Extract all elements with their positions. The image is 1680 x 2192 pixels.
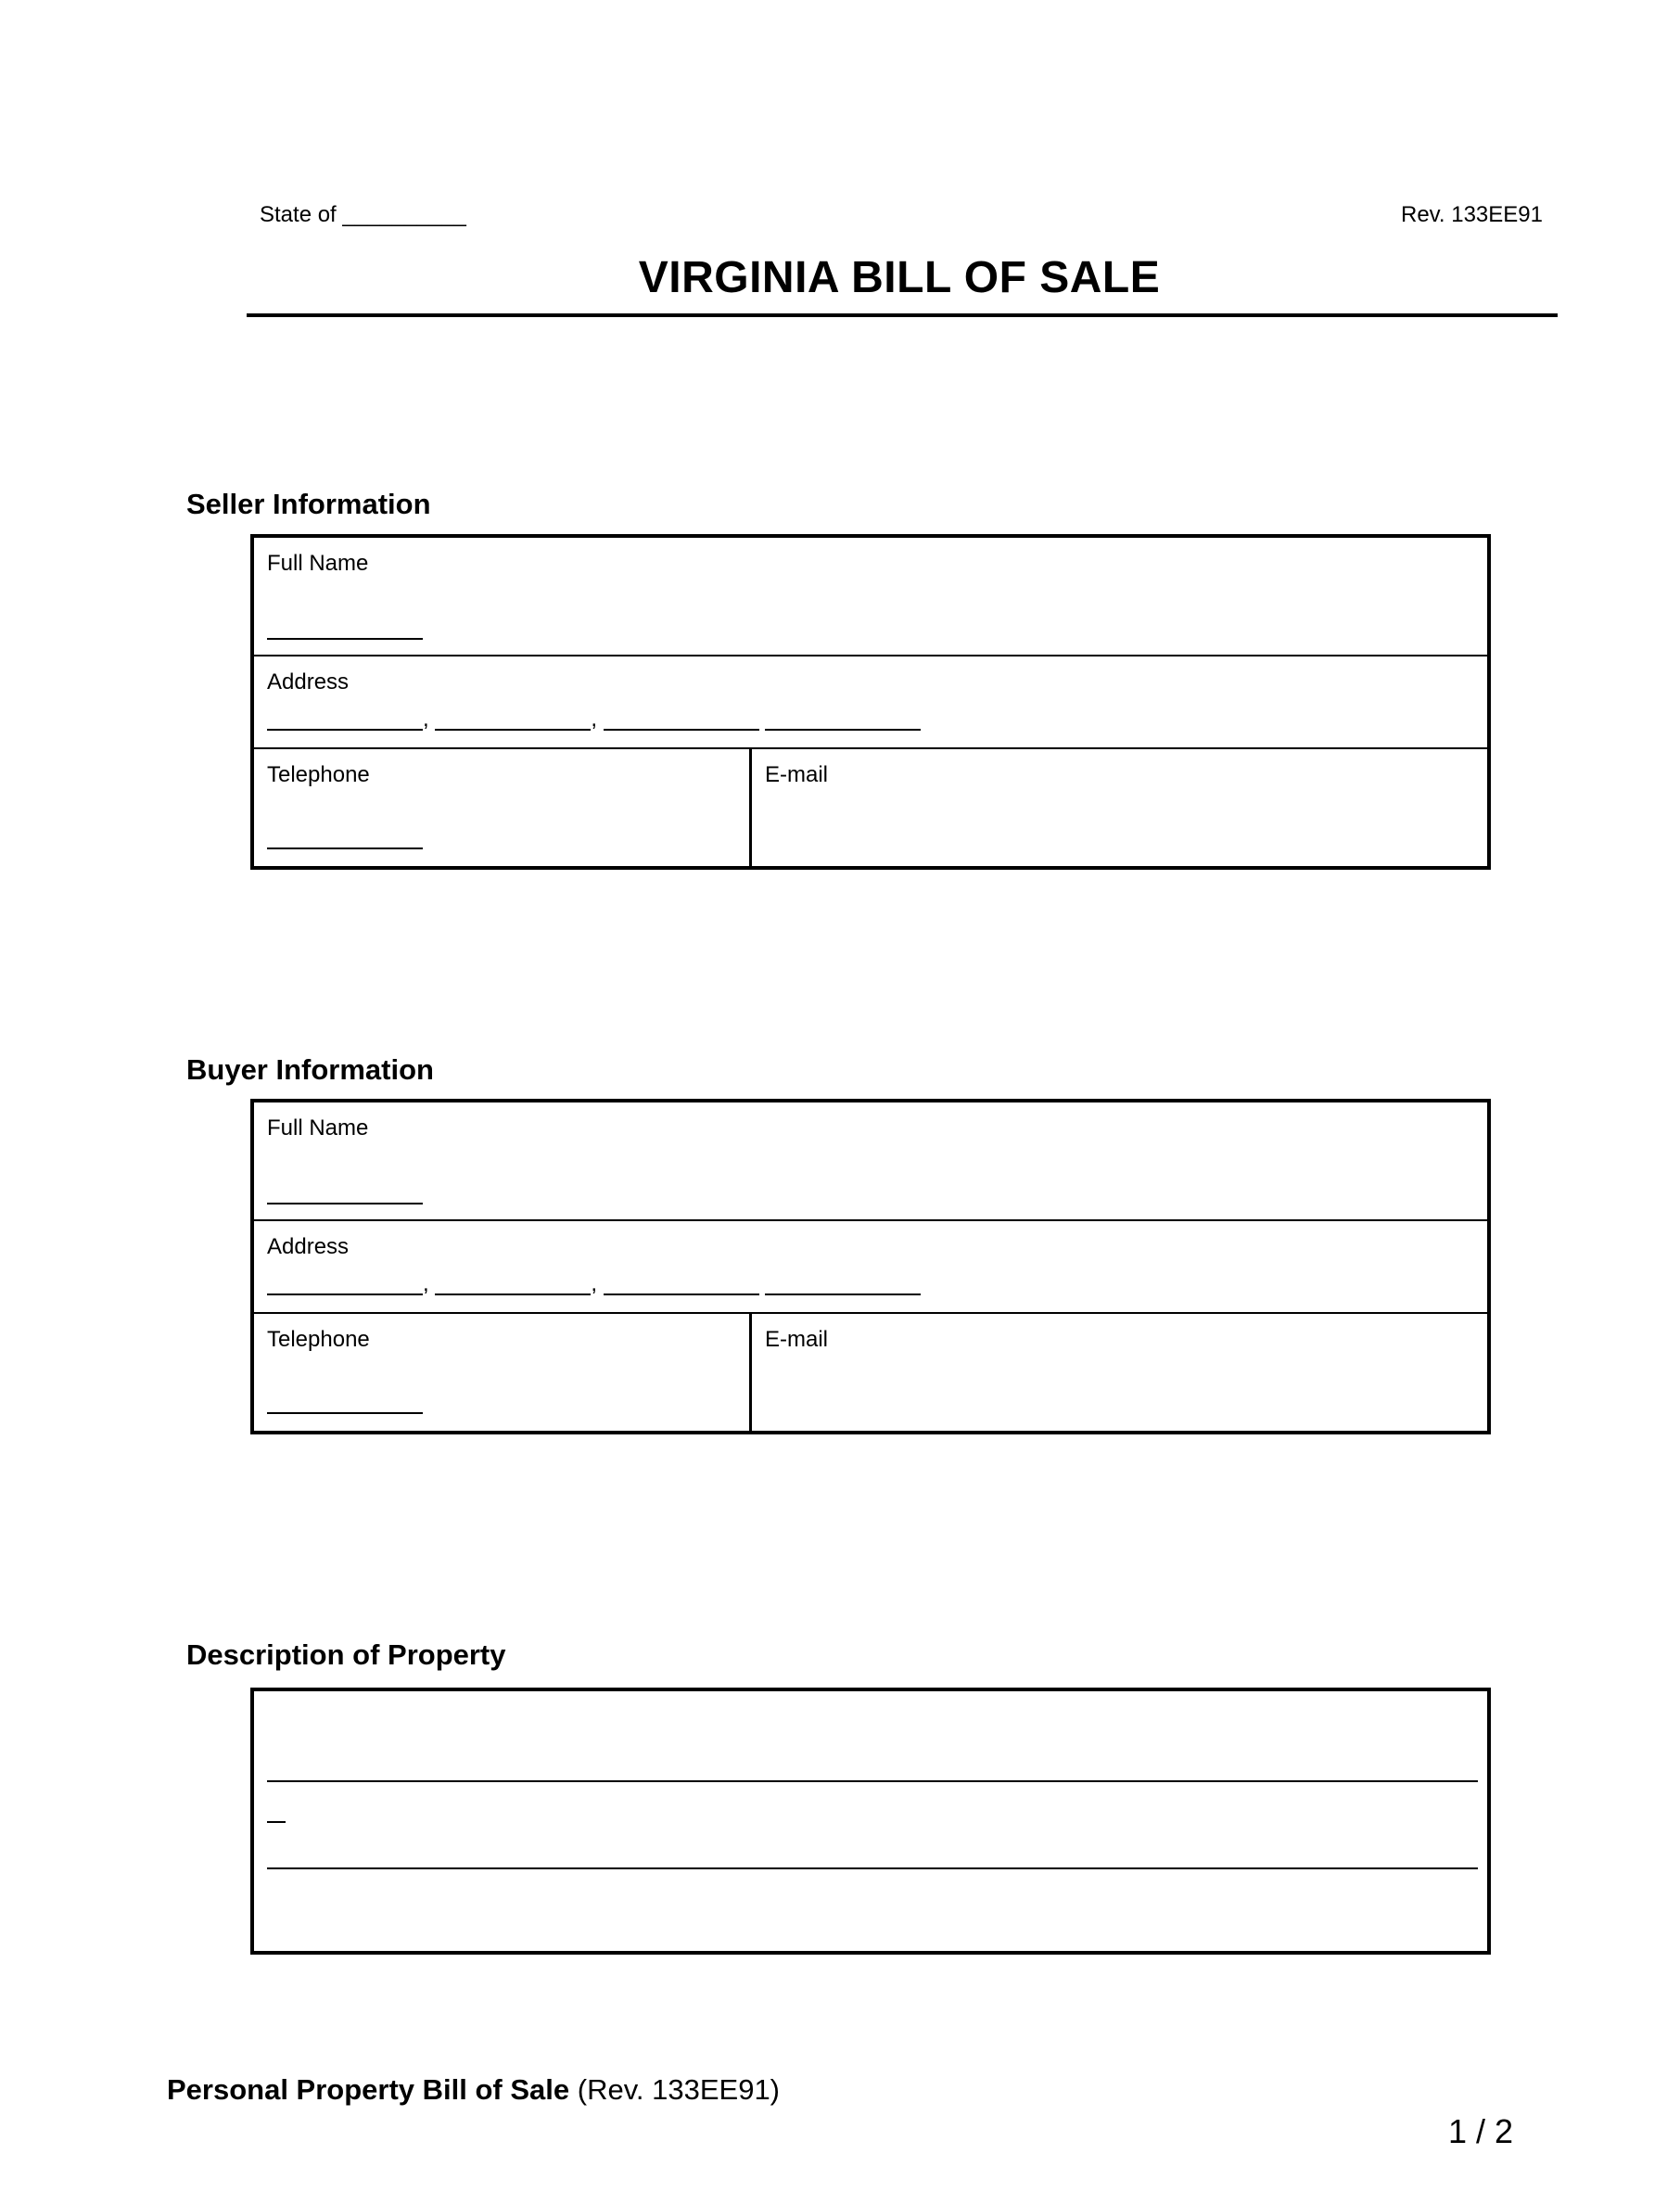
buyer-full-name-field[interactable] [267, 1203, 423, 1204]
title-divider [247, 313, 1558, 317]
buyer-address-row [254, 1221, 1487, 1314]
page-number: 1 / 2 [1447, 2112, 1513, 2150]
seller-address-row [254, 656, 1487, 749]
seller-full-name-field[interactable] [267, 638, 423, 640]
buyer-street-field[interactable] [267, 1294, 423, 1295]
seller-section-heading: Seller Information [186, 488, 431, 520]
footer-doc-revision: (Rev. 133EE91) [569, 2073, 781, 2106]
seller-contact-row [254, 749, 1487, 866]
property-description-line-1[interactable] [267, 1780, 1478, 1782]
seller-info-box [250, 534, 1491, 870]
seller-address-fields: , , [267, 708, 921, 731]
buyer-section-heading: Buyer Information [186, 1053, 434, 1086]
footer-document-name [167, 2073, 780, 2107]
property-description-line-break [267, 1821, 286, 1823]
footer-doc-name: Personal Property Bill of Sale [167, 2073, 570, 2106]
buyer-email-cell[interactable] [752, 1314, 1487, 1431]
buyer-full-name-label: Full Name [267, 1115, 369, 1141]
seller-address-label: Address [267, 669, 350, 695]
buyer-city-field[interactable] [435, 1294, 591, 1295]
buyer-state-field[interactable] [604, 1294, 759, 1295]
seller-city-field[interactable] [435, 729, 591, 731]
seller-telephone-label: Telephone [267, 762, 370, 787]
seller-full-name-label: Full Name [267, 551, 369, 576]
buyer-full-name-row [254, 1102, 1487, 1221]
revision-label: Rev. 133EE91 [1401, 202, 1543, 227]
seller-state-field[interactable] [604, 729, 759, 731]
seller-telephone-field[interactable] [267, 847, 423, 849]
buyer-address-label: Address [267, 1234, 350, 1259]
state-field-label: State of __________ [260, 202, 466, 227]
seller-telephone-cell [254, 749, 752, 866]
seller-email-label: E-mail [765, 762, 829, 787]
property-description-line-2[interactable] [267, 1867, 1478, 1869]
buyer-info-box [250, 1099, 1491, 1434]
property-section-heading: Description of Property [186, 1638, 506, 1671]
buyer-telephone-label: Telephone [267, 1327, 370, 1352]
buyer-address-fields: , , [267, 1273, 921, 1295]
buyer-contact-row [254, 1314, 1487, 1431]
document-title: VIRGINIA BILL OF SALE [638, 253, 1161, 302]
buyer-telephone-cell [254, 1314, 752, 1431]
property-description-box[interactable] [250, 1688, 1491, 1955]
buyer-zip-field[interactable] [765, 1294, 921, 1295]
buyer-telephone-field[interactable] [267, 1412, 423, 1414]
seller-zip-field[interactable] [765, 729, 921, 731]
seller-street-field[interactable] [267, 729, 423, 731]
seller-full-name-row [254, 538, 1487, 656]
seller-email-cell[interactable] [752, 749, 1487, 866]
buyer-email-label: E-mail [765, 1327, 829, 1352]
